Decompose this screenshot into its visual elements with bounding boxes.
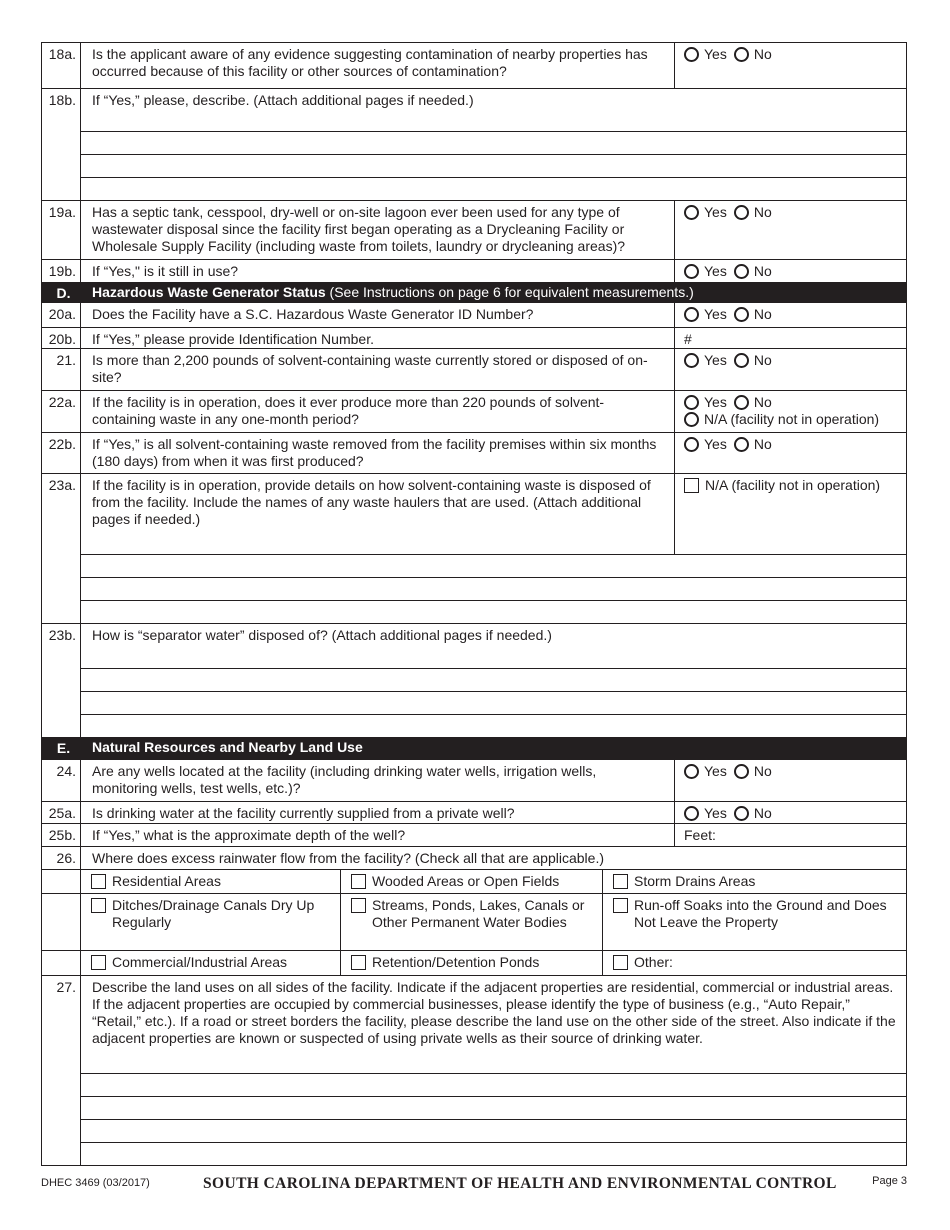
number-spacer <box>42 894 81 950</box>
checkbox[interactable] <box>351 898 366 913</box>
answer-cell <box>674 802 906 823</box>
radio-label: No <box>753 46 772 62</box>
section-title <box>81 282 906 302</box>
answer-line-input[interactable] <box>81 668 906 691</box>
blank-line <box>42 1119 906 1142</box>
checkbox-grid <box>81 951 906 975</box>
question-row-19a <box>42 200 906 259</box>
radio-no[interactable] <box>734 306 772 322</box>
option-label: Run-off Soaks into the Ground and Does Not Leave the Property <box>634 897 887 930</box>
question-text: Does the Facility have a S.C. Hazardous Waste Generator ID Number? <box>92 306 534 322</box>
number-spacer <box>42 1096 81 1119</box>
question-row-18b <box>42 88 906 131</box>
radio-yes[interactable] <box>684 46 727 62</box>
answer-line-input[interactable] <box>81 577 906 600</box>
answer-line-input[interactable] <box>81 1073 906 1096</box>
question-text: Is more than 2,200 pounds of solvent-containing waste currently stored or disposed of on-site? <box>92 352 648 385</box>
radio-no[interactable] <box>734 352 772 368</box>
checkbox-na[interactable] <box>684 477 880 493</box>
radio-icon[interactable] <box>684 353 699 368</box>
question-row-22b <box>42 432 906 473</box>
number-spacer <box>42 577 81 600</box>
radio-icon[interactable] <box>684 264 699 279</box>
question-number: 21. <box>42 349 81 390</box>
option-commercial-industrial-areas[interactable] <box>81 951 340 975</box>
form-table <box>41 42 907 1166</box>
option-label: Retention/Detention Ponds <box>372 954 540 970</box>
radio-no[interactable] <box>734 204 772 220</box>
question-row-20b <box>42 327 906 348</box>
radio-yes[interactable] <box>684 805 727 821</box>
number-spacer <box>42 600 81 623</box>
option-wooded-areas-or-open-fields[interactable] <box>340 870 602 893</box>
blank-line <box>42 600 906 623</box>
blank-line <box>42 691 906 714</box>
option-run-off-soaks-into-the-ground-and-does-not-leave-the-property[interactable] <box>602 894 906 950</box>
blank-line <box>42 668 906 691</box>
answer-line-input[interactable] <box>81 1096 906 1119</box>
radio-label: No <box>753 306 772 322</box>
question-number: 20a. <box>42 303 81 327</box>
answer-input[interactable] <box>674 824 906 846</box>
question-text: If “Yes,” please provide Identification Number. <box>92 331 374 347</box>
blank-line <box>42 131 906 154</box>
question-number: 19a. <box>42 201 81 259</box>
checkbox-row <box>42 893 906 950</box>
radio-icon[interactable] <box>684 395 699 410</box>
checkbox-row <box>42 869 906 893</box>
question-row-23a <box>42 473 906 554</box>
question-number: 22b. <box>42 433 81 473</box>
radio-label: N/A (facility not in operation) <box>704 411 880 427</box>
radio-yes[interactable] <box>684 763 727 779</box>
blank-line <box>42 1073 906 1096</box>
radio-label: Yes <box>704 204 727 220</box>
number-spacer <box>42 177 81 200</box>
answer-line-input[interactable] <box>81 131 906 154</box>
question-row-21 <box>42 348 906 390</box>
checkbox[interactable] <box>613 955 628 970</box>
option-storm-drains-areas[interactable] <box>602 870 906 893</box>
radio-no[interactable] <box>734 394 772 410</box>
option-label: Commercial/Industrial Areas <box>112 954 288 970</box>
option-retention-detention-ponds[interactable] <box>340 951 602 975</box>
question-row-27 <box>42 975 906 1073</box>
radio-label: No <box>753 394 772 410</box>
question-text: If the facility is in operation, provide details on how solvent-containing waste is disposed of from the facility. Include the names of any waste haulers that are used. (Attach additional pages if needed.) <box>92 477 651 527</box>
question-text: If “Yes," is it still in use? <box>92 263 239 279</box>
radio-icon[interactable] <box>684 437 699 452</box>
question-number: 18a. <box>42 43 81 88</box>
form-id: DHEC 3469 (03/2017) <box>41 1177 150 1189</box>
radio-no[interactable] <box>734 763 772 779</box>
agency-name: SOUTH CAROLINA DEPARTMENT OF HEALTH AND ENVIRONMENTAL CONTROL <box>203 1175 837 1192</box>
answer-cell <box>674 349 906 390</box>
radio-no[interactable] <box>734 436 772 452</box>
answer-cell <box>674 303 906 327</box>
radio-yes[interactable] <box>684 436 727 452</box>
number-spacer <box>42 154 81 177</box>
option-label: Other: <box>634 954 673 970</box>
radio-label: No <box>753 352 772 368</box>
number-spacer <box>42 131 81 154</box>
section-letter: D. <box>56 285 71 301</box>
checkbox[interactable] <box>613 874 628 889</box>
radio-label: No <box>753 805 772 821</box>
answer-cell <box>674 433 906 473</box>
option-residential-areas[interactable] <box>81 870 340 893</box>
answer-line-input[interactable] <box>81 691 906 714</box>
question-text: Is drinking water at the facility currently supplied from a private well? <box>92 805 515 821</box>
radio-icon[interactable] <box>684 47 699 62</box>
question-row-25a <box>42 801 906 823</box>
radio-na[interactable] <box>684 411 879 427</box>
blank-line <box>42 577 906 600</box>
radio-no[interactable] <box>734 263 772 279</box>
answer-cell <box>674 391 906 432</box>
question-row-25b <box>42 823 906 846</box>
question-text: Describe the land uses on all sides of the facility. Indicate if the adjacent properties are residential, commercial or industrial areas. If the adjacent properties are occupied by commercial businesses, please identify the type of business (e.g., “Auto Repair,” “Retail,” etc.). If a road or street borders the facility, please describe the land use on the other side of the street. Also indicate if the adjacent properties are known or suspected of using private wells as their source of drinking water. <box>92 979 896 1046</box>
answer-cell <box>674 260 906 282</box>
answer-input[interactable] <box>674 328 906 348</box>
answer-line-input[interactable] <box>81 177 906 200</box>
question-row-18a <box>42 43 906 88</box>
question-number: 26. <box>42 847 81 869</box>
section-title-text: Hazardous Waste Generator Status <box>92 284 326 300</box>
blank-line <box>42 154 906 177</box>
question-text: If “Yes,” please, describe. (Attach additional pages if needed.) <box>92 92 474 108</box>
question-number: 25b. <box>42 824 81 846</box>
option-label: Residential Areas <box>112 873 221 889</box>
blank-line <box>42 714 906 737</box>
radio-yes[interactable] <box>684 394 727 410</box>
radio-label: Yes <box>704 306 727 322</box>
radio-icon[interactable] <box>684 764 699 779</box>
checkbox[interactable] <box>91 955 106 970</box>
question-number: 25a. <box>42 802 81 823</box>
checkbox-grid <box>81 870 906 893</box>
blank-line <box>42 177 906 200</box>
question-row-26 <box>42 846 906 869</box>
radio-icon[interactable] <box>684 205 699 220</box>
blank-line <box>42 1142 906 1165</box>
radio-no[interactable] <box>734 46 772 62</box>
option-other[interactable] <box>602 951 906 975</box>
question-number: 22a. <box>42 391 81 432</box>
radio-icon[interactable] <box>734 205 749 220</box>
checkbox[interactable] <box>91 874 106 889</box>
section-header-e <box>42 737 906 759</box>
section-letter: E. <box>56 740 71 756</box>
radio-icon[interactable] <box>734 264 749 279</box>
checkbox[interactable] <box>91 898 106 913</box>
answer-line-input[interactable] <box>81 554 906 577</box>
radio-icon[interactable] <box>684 806 699 821</box>
question-number: 24. <box>42 760 81 801</box>
checkbox[interactable] <box>684 478 699 493</box>
answer-cell <box>674 760 906 801</box>
question-text: Are any wells located at the facility (including drinking water wells, irrigation wells, monitoring wells, test wells, etc.)? <box>92 763 597 796</box>
question-number: 20b. <box>42 328 81 348</box>
radio-yes[interactable] <box>684 306 727 322</box>
question-row-20a <box>42 302 906 327</box>
radio-label: No <box>753 763 772 779</box>
number-spacer <box>42 951 81 975</box>
checkbox[interactable] <box>351 874 366 889</box>
page-number: Page 3 <box>872 1175 907 1187</box>
radio-label: Yes <box>704 394 727 410</box>
section-title-text: Natural Resources and Nearby Land Use <box>92 739 363 755</box>
footer <box>41 1175 907 1195</box>
question-number: 23b. <box>42 624 81 668</box>
answer-line-input[interactable] <box>81 714 906 737</box>
question-row-22a <box>42 390 906 432</box>
radio-icon[interactable] <box>734 395 749 410</box>
question-text: If “Yes,” is all solvent-containing waste removed from the facility premises within six months (180 days) from when it was first produced? <box>92 436 657 469</box>
answer-line-input[interactable] <box>81 154 906 177</box>
question-number: 19b. <box>42 260 81 282</box>
number-spacer <box>42 554 81 577</box>
number-spacer <box>42 714 81 737</box>
checkbox[interactable] <box>613 898 628 913</box>
checkbox-label: N/A (facility not in operation) <box>705 477 881 493</box>
answer-cell <box>674 43 906 88</box>
radio-yes[interactable] <box>684 263 727 279</box>
option-ditches-drainage-canals-dry-up-regularly[interactable] <box>81 894 340 950</box>
section-note: (See Instructions on page 6 for equivalent measurements.) <box>325 284 694 300</box>
radio-label: Yes <box>704 263 727 279</box>
number-spacer <box>42 870 81 893</box>
answer-line-input[interactable] <box>81 600 906 623</box>
radio-icon[interactable] <box>684 307 699 322</box>
answer-line-input[interactable] <box>81 1142 906 1165</box>
checkbox[interactable] <box>351 955 366 970</box>
section-header-d <box>42 282 906 302</box>
blank-line <box>42 1096 906 1119</box>
question-number: 27. <box>42 976 81 1073</box>
answer-line-input[interactable] <box>81 1119 906 1142</box>
number-spacer <box>42 691 81 714</box>
blank-line <box>42 554 906 577</box>
radio-no[interactable] <box>734 805 772 821</box>
radio-icon[interactable] <box>734 47 749 62</box>
option-label: Storm Drains Areas <box>634 873 756 889</box>
answer-cell <box>674 201 906 259</box>
radio-label: Yes <box>704 352 727 368</box>
checkbox-row <box>42 950 906 975</box>
question-row-19b <box>42 259 906 282</box>
radio-label: No <box>753 263 772 279</box>
question-text: Is the applicant aware of any evidence suggesting contamination of nearby properties has occurred because of this facility or other sources of contamination? <box>92 46 648 79</box>
answer-input-label: # <box>684 331 692 347</box>
radio-icon[interactable] <box>734 307 749 322</box>
question-text: If the facility is in operation, does it ever produce more than 220 pounds of solvent-containing waste in any one-month period? <box>92 394 605 427</box>
radio-label: Yes <box>704 805 727 821</box>
section-title <box>81 737 906 759</box>
number-spacer <box>42 1119 81 1142</box>
radio-icon[interactable] <box>734 437 749 452</box>
question-row-23b <box>42 623 906 668</box>
option-streams-ponds-lakes-canals-or-other-permanent-water-bodies[interactable] <box>340 894 602 950</box>
answer-cell <box>674 474 906 554</box>
radio-icon[interactable] <box>684 412 699 427</box>
radio-icon[interactable] <box>734 764 749 779</box>
question-text: If “Yes,” what is the approximate depth of the well? <box>92 827 406 843</box>
radio-yes[interactable] <box>684 204 727 220</box>
option-label: Wooded Areas or Open Fields <box>372 873 560 889</box>
radio-yes[interactable] <box>684 352 727 368</box>
checkbox-grid <box>81 894 906 950</box>
answer-input-label: Feet: <box>684 827 716 843</box>
radio-label: No <box>753 436 772 452</box>
radio-label: Yes <box>704 763 727 779</box>
radio-label: Yes <box>704 436 727 452</box>
number-spacer <box>42 1142 81 1165</box>
question-number: 18b. <box>42 89 81 131</box>
option-label: Streams, Ponds, Lakes, Canals or Other Permanent Water Bodies <box>372 897 585 930</box>
number-spacer <box>42 668 81 691</box>
radio-label: Yes <box>704 46 727 62</box>
question-text: How is “separator water” disposed of? (Attach additional pages if needed.) <box>92 627 552 643</box>
question-text: Has a septic tank, cesspool, dry-well or on-site lagoon ever been used for any type of wastewater disposal since the facility first began operating as a Drycleaning Facility or Wholesale Supply Facility (including waste from toilets, laundry or drycleaning areas)? <box>92 204 626 254</box>
option-label: Ditches/Drainage Canals Dry Up Regularly <box>112 897 315 930</box>
question-text: Where does excess rainwater flow from the facility? (Check all that are applicable.) <box>92 850 604 866</box>
radio-icon[interactable] <box>734 353 749 368</box>
question-row-24 <box>42 759 906 801</box>
question-number: 23a. <box>42 474 81 554</box>
radio-icon[interactable] <box>734 806 749 821</box>
number-spacer <box>42 1073 81 1096</box>
radio-label: No <box>753 204 772 220</box>
